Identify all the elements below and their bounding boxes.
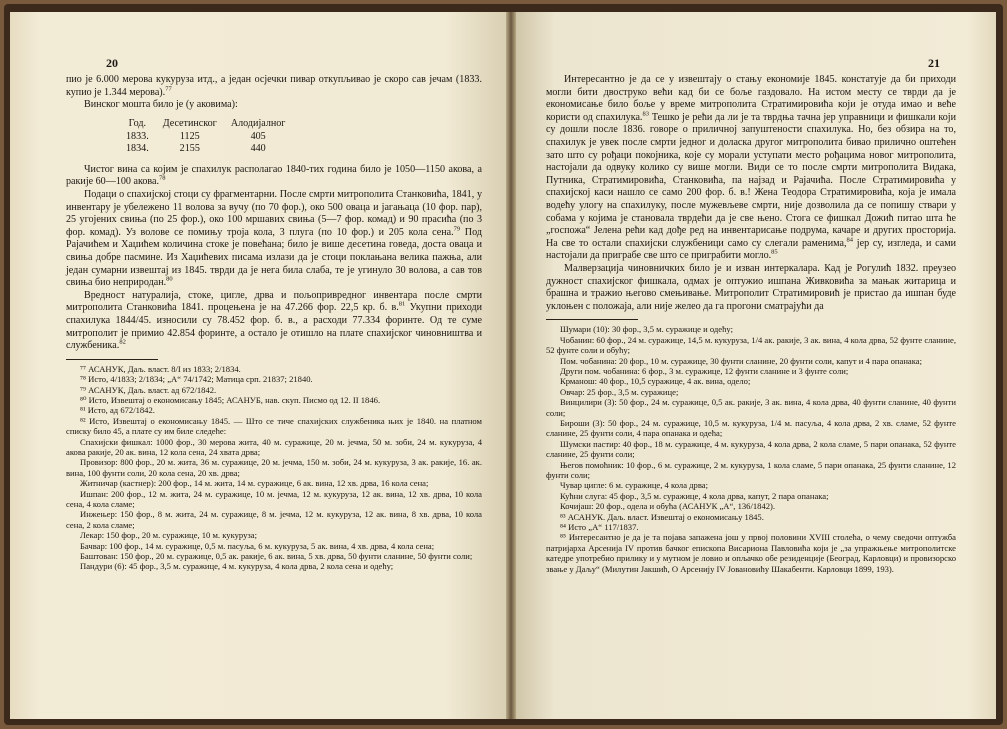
paragraph: Чистог вина са којим је спахилук располагао 1840-тих година било је 1050—1150 акова, а ракије 60—100 акова.$^{78}$	[66, 163, 482, 188]
table-row	[126, 131, 299, 144]
book-gutter	[506, 12, 516, 719]
footnote-ref: 77	[165, 85, 172, 93]
footnote-divider	[546, 319, 638, 320]
footnote-ref: 82	[119, 338, 126, 346]
footnote: Шумари (10): 30 фор., 3,5 м. суражице и одећу;	[560, 324, 733, 335]
footnote: Крманош: 40 фор., 10,5 суражице, 4 ак. вина, одело;	[560, 376, 751, 387]
right-body	[546, 74, 956, 574]
left-page	[10, 12, 506, 719]
footnotes-right	[546, 324, 956, 574]
footnote: ⁸² Исто, Извештај о економисању 1845. — Што се тиче спахијских службеника њих је 1840. на платном списку било 45, а плате су им биле следеће:	[66, 415, 482, 437]
footnote: Кућни слуга: 45 фор., 3,5 м. суражице, 4 кола дрва, капут, 2 пара опанака;	[560, 490, 829, 501]
footnote: Бироши (3): 50 фор., 24 м. суражице, 10,5 м. кукуруза, 1/4 м. пасуља, 4 кола дрва, 2 хв. сламе, 52 фунте сланине, 25 фунти соли, 4 пара опанака и одећа;	[546, 417, 956, 439]
paragraph: Вредност натуралија, стоке, циглe, дрва и пољопривредног инвентара после смрти митрополита Станковића 1841. процењена је на 47.266 фор. 22,5 кр. б. в.$^{81}$ Укупни приходи спахилука 1844/45. износили су 78.452 фор. б. в., а расходи 77.334 форинте. Од те суме митрополит је примио 42.854 форинте, а остало је отишло на плате спахијског чиновништва и службеника.$^{82}$	[66, 289, 482, 352]
table-cell: 1834.	[126, 143, 149, 155]
footnote: Његов помоћник: 10 фор., 6 м. суражице, 2 м. кукуруза, 1 кола сламе, 5 пари опанака, 25 фунти сланине, 12 фунти соли;	[546, 459, 956, 480]
page-number-right: 21	[928, 56, 940, 70]
table-cell: 2155	[179, 143, 200, 155]
footnote: Пандури (6): 45 фор., 3,5 м. суражице, 4 м. кукуруза, 4 кола дрва, 2 кола сена и одећу;	[80, 561, 394, 572]
paragraph: Малверзација чиновничких било је и изван интеркалара. Кад је Рогулић 1832. преузео дужност спахијског фишкала, одмах је оптужио ишпана Живковића за мањак житарица и брашна и тражио његово смењивање. Митрополит Стратимировић је пристао да ишпан буде уклоњен с положаја, али није желео да га прогони сматрајући да	[546, 262, 956, 312]
footnote: ⁷⁸ Исто, 4/1833; 2/1834; „А“ 74/1742; Матица срп. 21837; 21840.	[80, 374, 313, 385]
footnote: ⁸⁵ Интересантно је да је та појава запажена још у првој половини XVIII столећа, о чему сведочи оптужба патријарха Арсенија IV против бачког епископа Висариона Павловића који је „за упражњење митрополитске катедре употребио прилику и у мутном је ловио и опљачко обе резиденције (Београд, Карловци) и провизорско звање у Даљу“ (Милутин Јакшић, О Арсенију IV Јовановићу Шакабенти. Карловци 1899, 193).	[546, 532, 956, 574]
footnote-divider	[66, 359, 158, 360]
footnote-ref: 85	[771, 248, 778, 256]
footnote: ⁸⁰ Исто, Извештај о економисању 1845; АСАНУБ, нав. скуп. Писмо од 12. II 1846.	[80, 394, 381, 405]
footnote: Други пом. чобанина: 6 фор., 3 м. суражице, 12 фунти сланине и 3 фунте соли;	[560, 365, 849, 376]
footnote: Спахијски фишкал: 1000 фор., 30 мерова жита, 40 м. суражице, 20 м. јечма, 50 м. зоби, 24 м. кукуруза, 4 акова ракије, 20 ак. вина, 12 кола сена, 24 хвата дрва;	[66, 436, 482, 457]
footnote-ref: 78	[159, 175, 166, 183]
table-header: Десетинског	[162, 117, 217, 129]
footnote: ⁸³ АСАНУК. Даљ. власт. Извештај о економисању 1845.	[560, 511, 764, 522]
book-spread	[4, 4, 1003, 725]
footnote-ref: 84	[846, 236, 854, 244]
footnote: ⁸¹ Исто, ад 672/1842.	[80, 405, 155, 416]
right-page	[516, 12, 996, 719]
paragraph: Винског мошта било је (у аковима):	[84, 99, 238, 111]
footnote-ref: 79	[453, 225, 461, 233]
footnote: Пом. чобанина: 20 фор., 10 м. суражице, 30 фунти сланине, 20 фунти соли, капут и 4 пара опанака;	[560, 355, 922, 366]
footnote: Винцилири (3): 50 фор., 24 м. суражице, 0,5 ак. ракије, 3 ак. вина, 4 кола дрва, 40 фунти сланине, 40 фунти соли;	[546, 397, 956, 418]
footnote: Кочијаш: 20 фор., одела и обућа (АСАНУК „А“, 136/1842).	[560, 501, 776, 512]
footnote: Шумски пастир: 40 фор., 18 м. суражице, 4 м. кукуруза, 4 кола дрва, 2 кола сламе, 5 пари опанака, 52 фунте сланине, 25 фунти соли;	[546, 438, 956, 460]
footnote: ⁸⁴ Исто „А“ 117/1837.	[560, 522, 639, 532]
table-cell: 405	[250, 130, 266, 142]
footnote: Баштован: 150 фор., 20 м. суражице, 0,5 ак. ракије, 6 ак. вина, 5 хв. дрва, 50 фунти сланине, 50 фунти соли;	[80, 551, 473, 561]
left-body	[66, 74, 482, 572]
footnote: Чувар цигле: 6 м. суражице, 4 кола дрва;	[560, 480, 708, 491]
table-header: Год.	[128, 117, 147, 129]
footnote: Чобанин: 60 фор., 24 м. суражице, 14,5 м. кукуруза, 1/4 ак. ракије, 3 ак. вина, 4 кола дрва, 52 фунте сланине, 52 фунте соли и обућу;	[546, 334, 956, 356]
table-row	[126, 143, 299, 156]
footnote: ⁷⁷ АСАНУК, Даљ. власт. 8/I из 1833; 2/1834.	[80, 363, 241, 374]
table-header: Алодијалног	[230, 117, 286, 129]
paragraph: Подаци о спахијској стоци су фрагментарни. После смрти митрополита Станковића, 1841, у инвентару је убележено 11 волова за вучу (по 70 фор.), око 500 оваца и јагањаца (10 фор. пар), 25 угојених свиња (по 25 фор.), око 100 мршавих свиња (5—7 фор. комад) и 90 прасића (по 3 фор. комад). Уз волове се помињу троја кола, 3 плуга (по 10 фор.) и 205 кола сена.$^{79}$ Под Рајачићем и Хаџићем количина стоке је повећана; било је више десетина говеда, доста оваца и свиња добре пасмине. Из Хаџићевих писама излази да је стоци поклањана велика пажња, али један сумарни извештај из 1845. тврди да је нега била слаба, те је угинуло 30 волова, а сав тов свиња био неприродан.$^{80}$	[66, 188, 482, 289]
table-cell: 440	[250, 143, 266, 155]
footnote-ref: 81	[398, 300, 406, 308]
paragraph: Интересантно је да се у извештају о стању економије 1845. констатује да би приходи могли бити двоструко већи кад би се боље газдовало. На истом месту се тврди да је економисање било боље у време митрополита Стратимировића који је отуда имао и веће користи од спахилука.$^{83}$ Тешко је рећи да ли је та тврдња тачна јер управници и фишкали који су дошли после 1836. говоре о приличној запуштености спахилука. Но, без обзира на то, спахилук је увек после смрти једног и доласка другог митрополита бивао прилично оштећен зато што су рођаци покојника, које су морали уступати место рођацима новог митрополита, настојали да одвуку колико су више могли. Види се то после смрти митрополита Видака, Путника, Стратимировића, Станковића, па најзад и Рајачића. После Стратимировића у спахијској каси нашло се само 200 фор. б. в.! Жена Теодора Стратимировића, која је имала водећу улогу на спахилуку, после мужевљеве смрти, није дозволила да се попишу ствари у собама у којима је становала тврдећи да је све њено. Стога се фишкал Дожић питао шта ће „госпожа“ Јелена рећи кад дође ред на инвентарисање подрума, качаре и других просторија. На све то остали спахијски службеници само су слегали раменима,$^{84}$ јер су, изгледа, и сами настојали да приграбе све што се приграбити могло.$^{85}$	[546, 74, 957, 262]
page-number-left: 20	[106, 56, 118, 70]
table-cell: 1833.	[126, 130, 149, 142]
footnote: Лекар: 150 фор., 20 м. суражице, 10 м. кукуруза;	[80, 530, 258, 541]
footnotes-left	[66, 364, 482, 572]
paragraph: пио је 6.000 мерова кукуруза итд., а један осјечки пивар откупљивао је скоро сав јечам (1833. купио је 1.344 мерова).$^{77}$	[66, 74, 482, 98]
footnote-ref: 83	[642, 110, 649, 118]
footnote: Житничар (кастнер): 200 фор., 14 м. жита, 14 м. суражице, 6 ак. вина, 12 хв. дрва, 16 кола сена;	[80, 478, 429, 489]
footnote-ref: 80	[166, 275, 173, 283]
footnote: Инжењер: 150 фор., 8 м. жита, 24 м. суражице, 8 м. јечма, 12 м. кукуруза, 12 ак. вина, 8 хв. дрва, 10 кола сена, 2 кола сламе;	[66, 509, 482, 530]
footnote: Бачвар: 100 фор., 14 м. суражице, 0,5 м. пасуља, 6 м. кукуруза, 5 ак. вина, 4 хв. дрва, 4 кола сена;	[80, 540, 435, 551]
wine-table	[126, 118, 299, 156]
footnote: Провизор: 800 фор., 20 м. жита, 36 м. суражице, 20 м. јечма, 150 м. зоби, 24 м. кукуруза, 3 ак. ракије, 16. ак. вина, 100 фунти соли, 20 кола сена, 20 хв. дрва;	[66, 457, 482, 478]
footnote: Ишпан: 200 фор., 12 м. жита, 24 м. суражице, 10 м. јечма, 12 м. кукуруза, 12 ак. вина, 12 хв. дрва, 10 кола сена, 4 кола сламе;	[66, 488, 482, 509]
table-cell: 1125	[179, 130, 200, 142]
footnote: ⁷⁹ АСАНУК, Даљ. власт. ад 672/1842.	[80, 384, 217, 395]
footnote: Овчар: 25 фор., 3,5 м. суражице;	[560, 386, 679, 397]
